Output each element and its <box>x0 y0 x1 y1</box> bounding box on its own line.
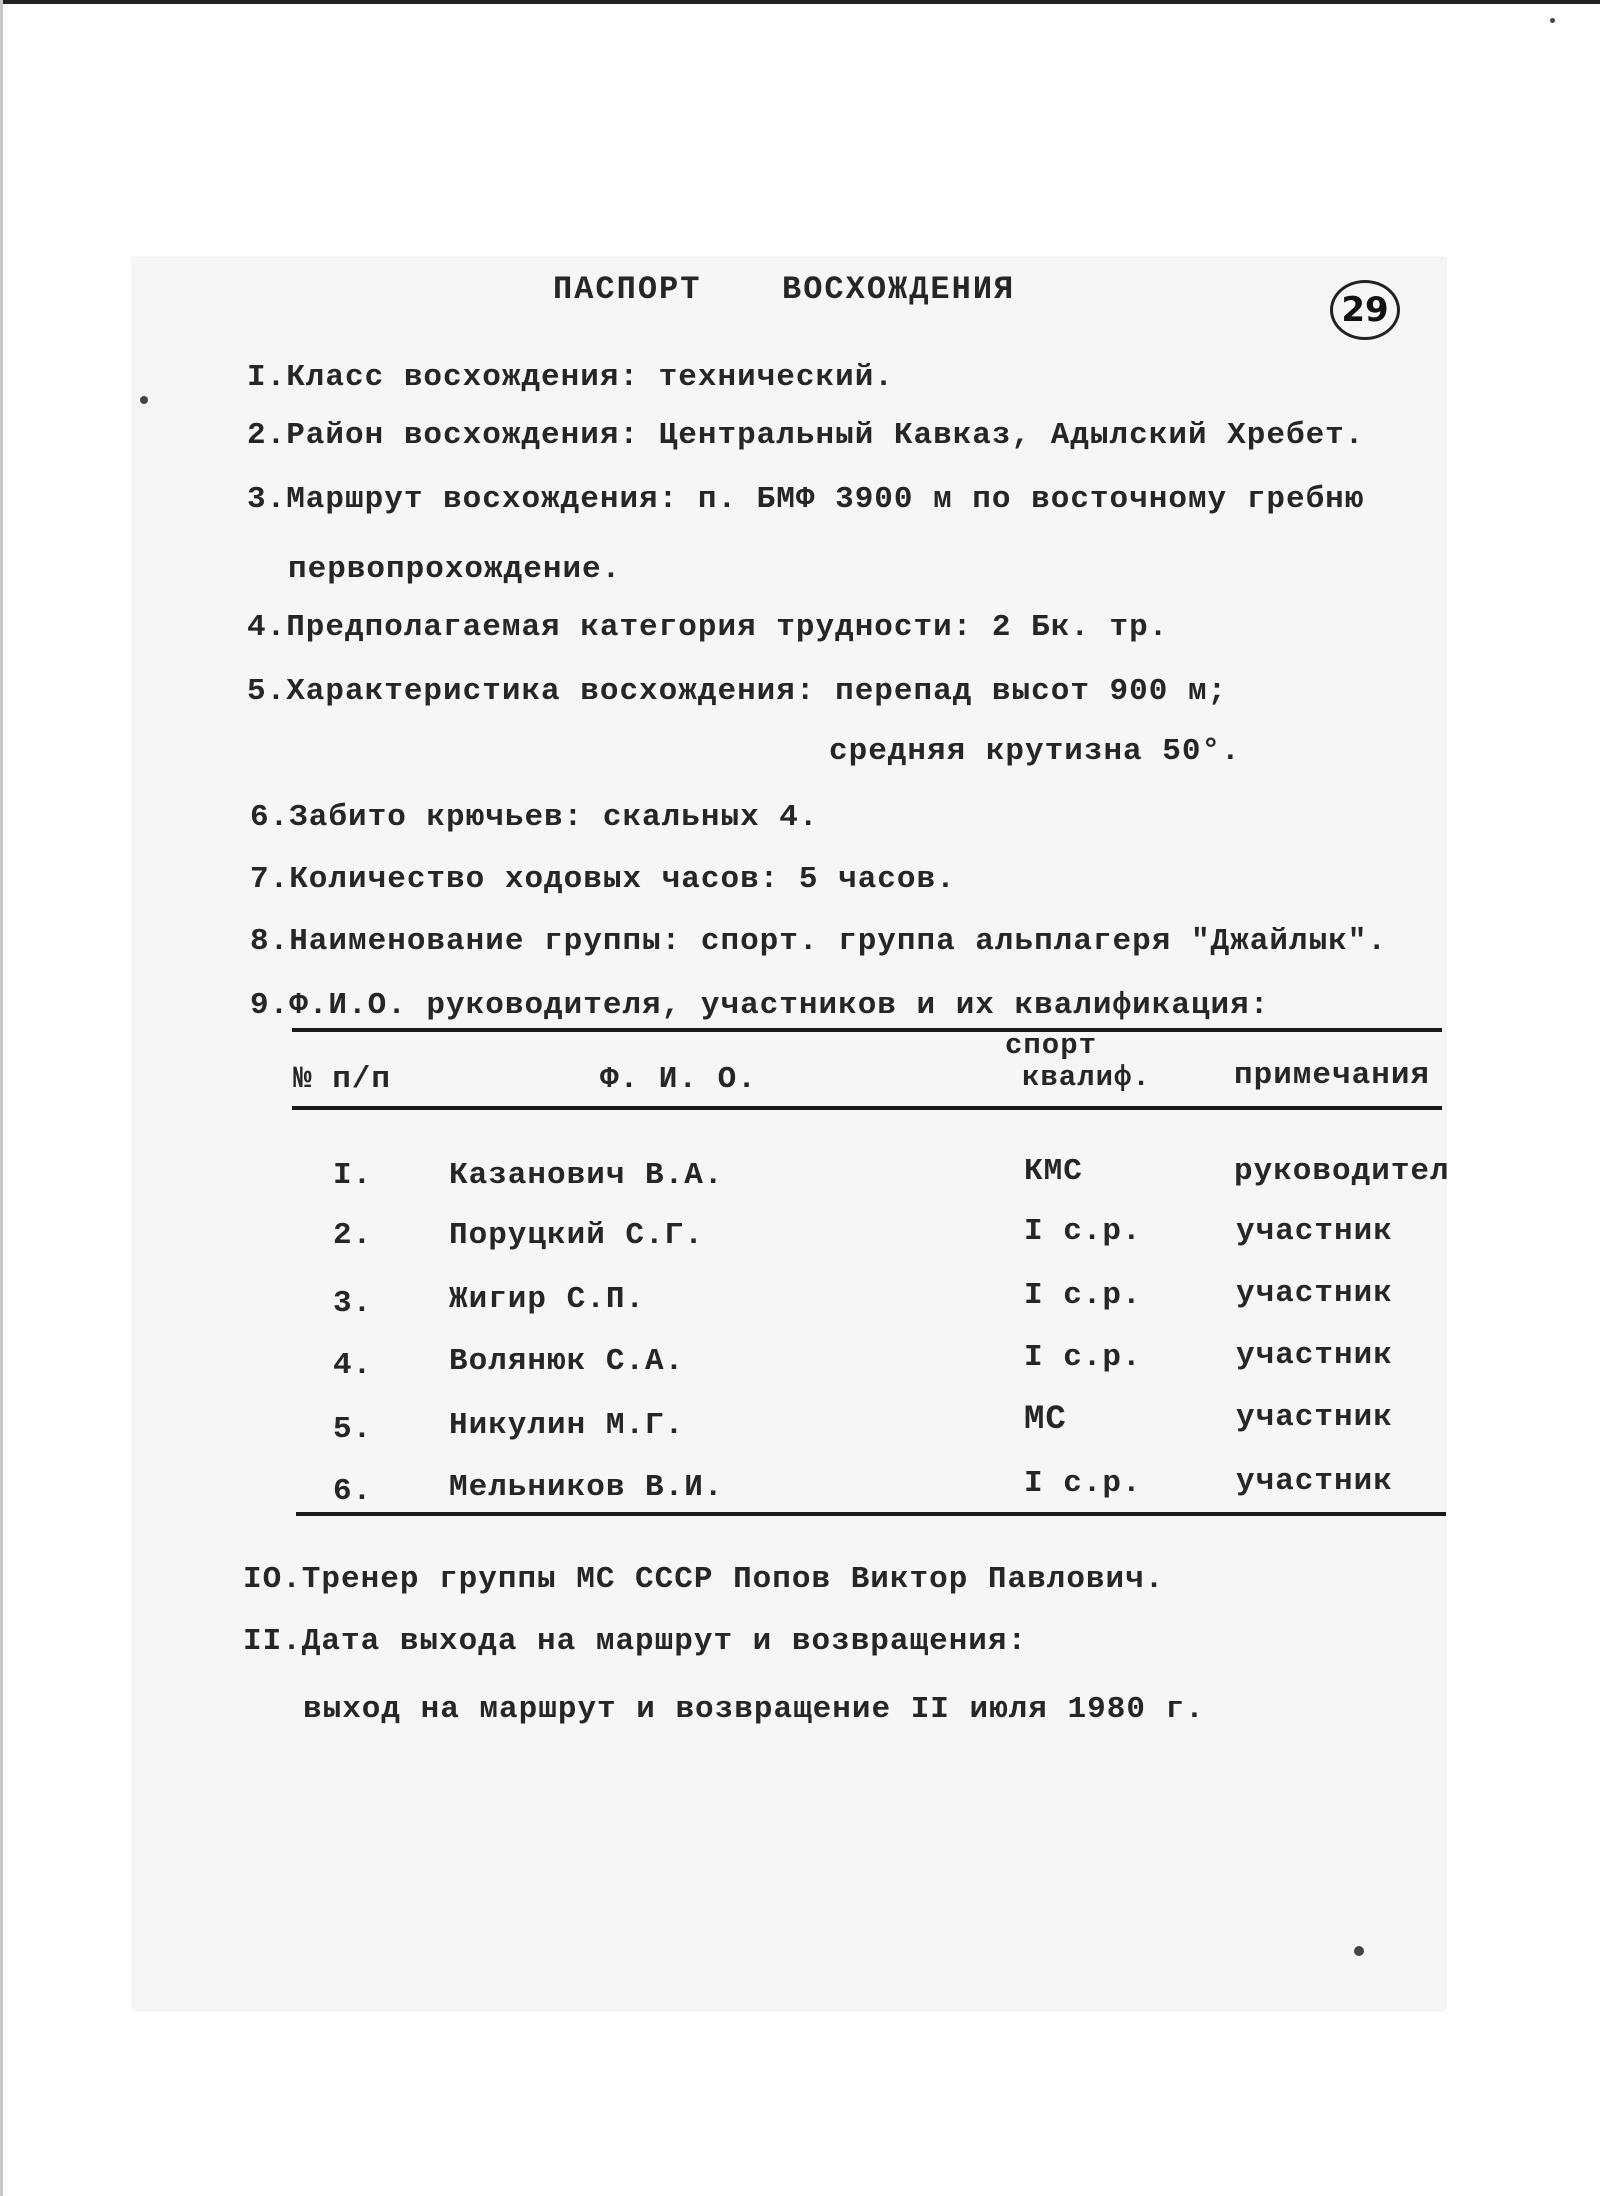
scan-speck <box>140 396 148 404</box>
row-num: 6. <box>333 1474 373 1509</box>
title-left: ПАСПОРТ <box>553 271 702 308</box>
scan-edge <box>0 0 1600 4</box>
item-2-region: 2.Район восхождения: Центральный Кавказ, Адылский Хребет. <box>247 418 1365 453</box>
table-header-qual-line1: спорт <box>1005 1029 1098 1062</box>
item-5-characteristics: 5.Характеристика восхождения: перепад высот 900 м; <box>247 674 1228 709</box>
row-note: руководител <box>1234 1154 1450 1189</box>
item-10-trainer: IO.Тренер группы МС СССР Попов Виктор Павлович. <box>243 1562 1165 1597</box>
row-qual: КМС <box>1024 1154 1083 1189</box>
row-fio: Волянюк С.А. <box>449 1344 685 1379</box>
table-header-fio: Ф. И. О. <box>600 1062 757 1097</box>
item-8-group-name: 8.Наименование группы: спорт. группа альплагеря "Джайлык". <box>250 924 1387 959</box>
item-4-difficulty: 4.Предполагаемая категория трудности: 2 Бк. тр. <box>247 610 1169 645</box>
row-qual: I с.р. <box>1024 1466 1142 1501</box>
table-bottom-rule <box>296 1512 1446 1516</box>
row-fio: Жигир С.П. <box>449 1282 646 1317</box>
row-note: участник <box>1236 1338 1393 1373</box>
row-qual: I с.р. <box>1024 1214 1142 1249</box>
row-note: участник <box>1236 1276 1393 1311</box>
row-note: участник <box>1236 1464 1393 1499</box>
row-num: 3. <box>333 1286 373 1321</box>
row-fio: Поруцкий С.Г. <box>449 1218 704 1253</box>
row-note: участник <box>1236 1214 1393 1249</box>
table-header-note: примечания <box>1234 1058 1431 1093</box>
table-header-qual-line2: квалиф. <box>1022 1061 1151 1094</box>
item-9-participants-heading: 9.Ф.И.О. руководителя, участников и их квалификация: <box>250 988 1270 1023</box>
table-header-num: № п/п <box>293 1062 392 1097</box>
row-qual: I с.р. <box>1024 1340 1142 1375</box>
title-right: ВОСХОЖДЕНИЯ <box>782 271 1016 308</box>
page-number: 29 <box>1330 280 1400 340</box>
item-1-climb-class: I.Класс восхождения: технический. <box>247 360 894 395</box>
item-11-dates-value: выход на маршрут и возвращение II июля 1980 г. <box>303 1692 1205 1727</box>
item-5-steepness: средняя крутизна 50°. <box>829 734 1241 769</box>
item-11-dates-label: II.Дата выхода на маршрут и возвращения: <box>243 1624 1028 1659</box>
item-7-hours: 7.Количество ходовых часов: 5 часов. <box>250 862 956 897</box>
row-qual: МС <box>1024 1401 1067 1439</box>
row-fio: Никулин М.Г. <box>449 1408 685 1443</box>
item-6-pitons: 6.Забито крючьев: скальных 4. <box>250 800 819 835</box>
row-qual: I с.р. <box>1024 1278 1142 1313</box>
table-top-rule <box>292 1028 1442 1032</box>
scan-edge <box>0 0 3 2196</box>
document-sheet <box>133 258 1445 2010</box>
row-fio: Казанович В.А. <box>449 1158 724 1193</box>
item-3-route: 3.Маршрут восхождения: п. БМФ 3900 м по восточному гребню <box>247 482 1365 517</box>
scan-speck <box>1354 1946 1364 1956</box>
row-num: 4. <box>333 1348 373 1383</box>
row-num: 2. <box>333 1218 373 1253</box>
table-header-rule <box>292 1106 1442 1110</box>
row-fio: Мельников В.И. <box>449 1470 724 1505</box>
item-3-route-continuation: первопрохождение. <box>288 552 622 587</box>
row-num: 5. <box>333 1412 373 1447</box>
row-num: I. <box>333 1158 373 1193</box>
row-note: участник <box>1236 1400 1393 1435</box>
scan-speck <box>1550 18 1555 23</box>
